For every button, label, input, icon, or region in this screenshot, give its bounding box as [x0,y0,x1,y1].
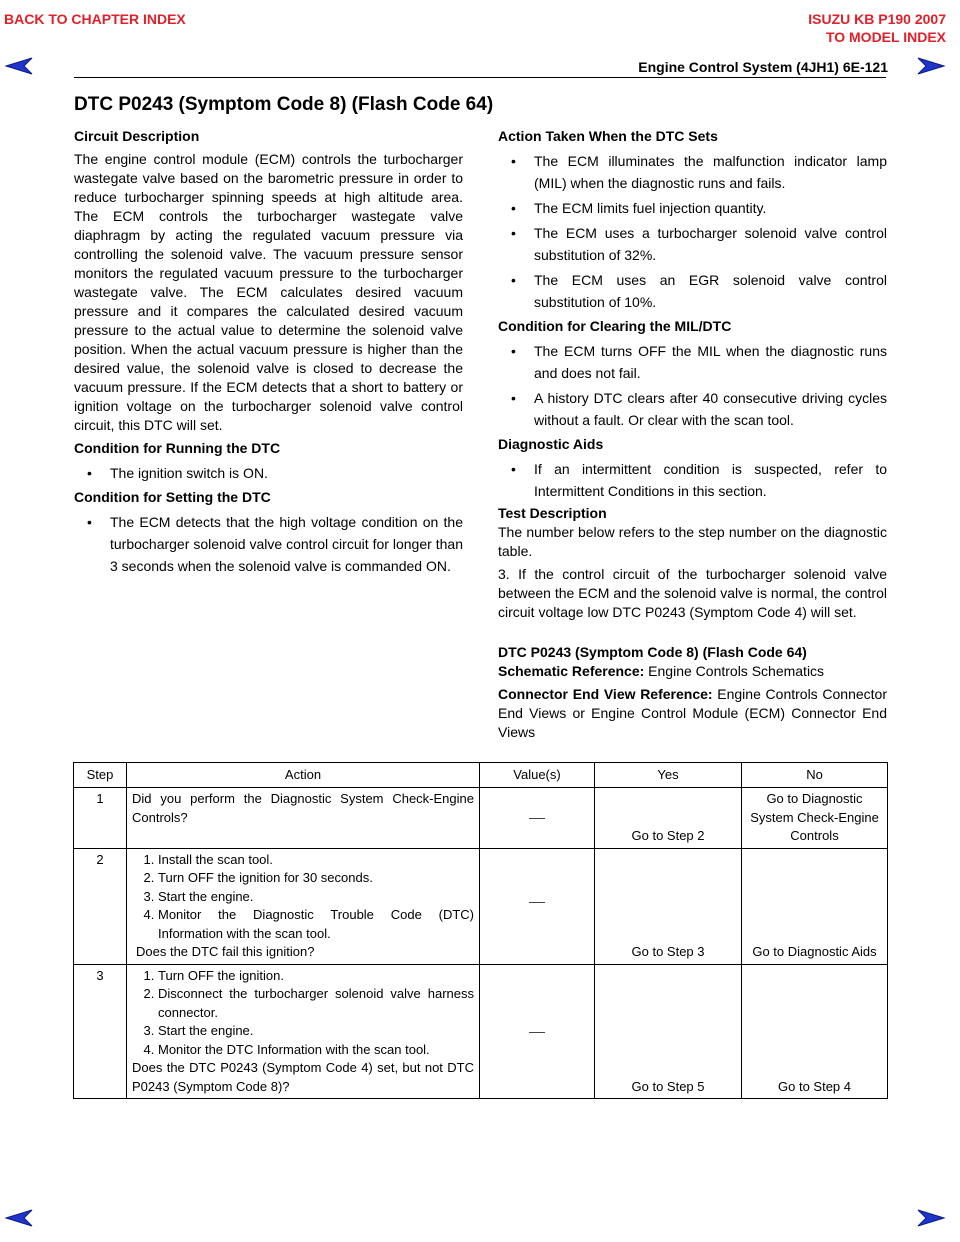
schematic-reference-label: Schematic Reference: [498,663,645,679]
left-column [74,127,463,581]
list-item: 4. Monitor the Diagnostic Trouble Code (DTC) Information with the scan tool. [158,906,474,943]
action-taken-list [498,150,887,313]
dash-icon [529,902,545,903]
table-header-row [74,763,888,788]
action-taken-heading: Action Taken When the DTC Sets [498,128,718,144]
diagnostic-table [73,762,888,1099]
circuit-description-text: The engine control module (ECM) controls the turbocharger wastegate valve based on the barometric pressure in order to reduce turbocharger spinning speeds at high altitude area. The ECM controls the turbocharger wastegate valve diaphragm by acting the regulated vacuum pressure via controlling the solenoid valve. The vacuum pressure sensor monitors the regulated vacuum pressure to the turbocharger wastegate valve. The ECM calculates desired vacuum pressure and it compares the calculated desired vacuum pressure to the actual value to determine the solenoid valve position. When the actual vacuum pressure is higher than the desired value, the solenoid valve is closed to decrease the vacuum pressure. If the ECM detects that a short to battery or ignition voltage on the turbocharger solenoid valve control circuit, this DTC will set. [74,151,463,433]
list-item: • The ECM illuminates the malfunction indicator lamp (MIL) when the diagnostic runs and fails. [498,150,887,194]
list-item: • The ECM uses a turbocharger solenoid valve control substitution of 32%. [498,222,887,266]
previous-page-arrow-icon[interactable] [4,1208,34,1228]
list-item: 2. Disconnect the turbocharger solenoid valve harness connector. [158,985,474,1022]
previous-page-arrow-icon[interactable] [4,56,34,76]
step-action [127,788,480,849]
step-question: Did you perform the Diagnostic System Check-Engine Controls? [132,791,474,825]
dash-icon [529,1032,545,1033]
model-title-link[interactable]: ISUZU KB P190 2007 [808,11,946,27]
step-value [480,964,595,1099]
circuit-description-heading: Circuit Description [74,128,200,144]
to-model-index-link[interactable]: TO MODEL INDEX [825,29,946,45]
list-item: • The ignition switch is ON. [74,462,463,484]
list-item: • A history DTC clears after 40 consecutive driving cycles without a fault. Or clear with the scan tool. [498,387,887,431]
step-yes[interactable]: Go to Step 3 [595,848,742,964]
header-divider [74,77,886,78]
step-question: Does the DTC P0243 (Symptom Code 4) set, but not DTC P0243 (Symptom Code 8)? [132,1060,474,1094]
step-yes[interactable]: Go to Step 2 [595,788,742,849]
page-title: DTC P0243 (Symptom Code 8) (Flash Code 64) [74,94,494,115]
test-step-text: 3. If the control circuit of the turbocharger solenoid valve between the ECM and the solenoid valve is normal, the control circuit voltage low DTC P0243 (Symptom Code 4) will set. [498,566,887,620]
step-value [480,848,595,964]
diagnostic-aids-heading: Diagnostic Aids [498,436,604,452]
next-page-arrow-icon[interactable] [916,1208,946,1228]
header-action: Action [127,763,480,788]
clearing-condition-list [498,340,887,431]
header-step: Step [74,763,127,788]
list-item: • The ECM detects that the high voltage condition on the turbocharger solenoid valve control circuit for longer than 3 seconds when the solenoid valve is commanded ON. [74,511,463,577]
table-row [74,964,888,1099]
step-number: 1 [74,788,127,849]
clearing-condition-heading: Condition for Clearing the MIL/DTC [498,318,732,334]
header-yes: Yes [595,763,742,788]
step-action [127,964,480,1099]
step-value [480,788,595,849]
list-item: 3. Start the engine. [158,1022,474,1041]
step-question: Does the DTC fail this ignition? [136,944,315,959]
back-to-chapter-index-link[interactable]: BACK TO CHAPTER INDEX [4,11,186,27]
connector-reference [498,685,887,742]
step-action-list [132,851,474,944]
step-number: 2 [74,848,127,964]
list-item: • The ECM limits fuel injection quantity. [498,197,887,219]
step-no[interactable]: Go to Diagnostic System Check-Engine Controls [742,788,888,849]
list-item: 4. Monitor the DTC Information with the scan tool. [158,1041,474,1060]
test-description-text: The number below refers to the step number on the diagnostic table. [498,524,887,559]
test-description-heading: Test Description [498,505,607,521]
next-page-arrow-icon[interactable] [916,56,946,76]
step-yes[interactable]: Go to Step 5 [595,964,742,1099]
list-item: • The ECM turns OFF the MIL when the diagnostic runs and does not fail. [498,340,887,384]
dash-icon [529,818,545,819]
step-action-list [132,967,474,1060]
list-item: 1. Turn OFF the ignition. [158,967,474,986]
step-no[interactable]: Go to Diagnostic Aids [742,848,888,964]
step-action [127,848,480,964]
list-item: • If an intermittent condition is suspected, refer to Intermittent Conditions in this section. [498,458,887,502]
right-column [498,127,887,746]
schematic-reference-value: Engine Controls Schematics [644,663,825,679]
header-no: No [742,763,888,788]
running-header: Engine Control System (4JH1) 6E-121 [638,59,888,75]
list-item: 2. Turn OFF the ignition for 30 seconds. [158,869,474,888]
diagnostic-aids-list [498,458,887,502]
schematic-reference [498,662,887,681]
running-condition-heading: Condition for Running the DTC [74,440,281,456]
table-row [74,788,888,849]
setting-condition-list [74,511,463,577]
connector-reference-value: Engine Controls Connector End Views or Engine Control Module (ECM) Connector End Views [498,686,887,740]
table-row [74,848,888,964]
running-condition-list [74,462,463,484]
list-item: • The ECM uses an EGR solenoid valve control substitution of 10%. [498,269,887,313]
list-item: 1. Install the scan tool. [158,851,474,870]
list-item: 3. Start the engine. [158,888,474,907]
header-values: Value(s) [480,763,595,788]
connector-reference-label: Connector End View Reference: [498,686,713,702]
step-no[interactable]: Go to Step 4 [742,964,888,1099]
step-number: 3 [74,964,127,1099]
table-title: DTC P0243 (Symptom Code 8) (Flash Code 64) [498,644,807,660]
setting-condition-heading: Condition for Setting the DTC [74,489,271,505]
